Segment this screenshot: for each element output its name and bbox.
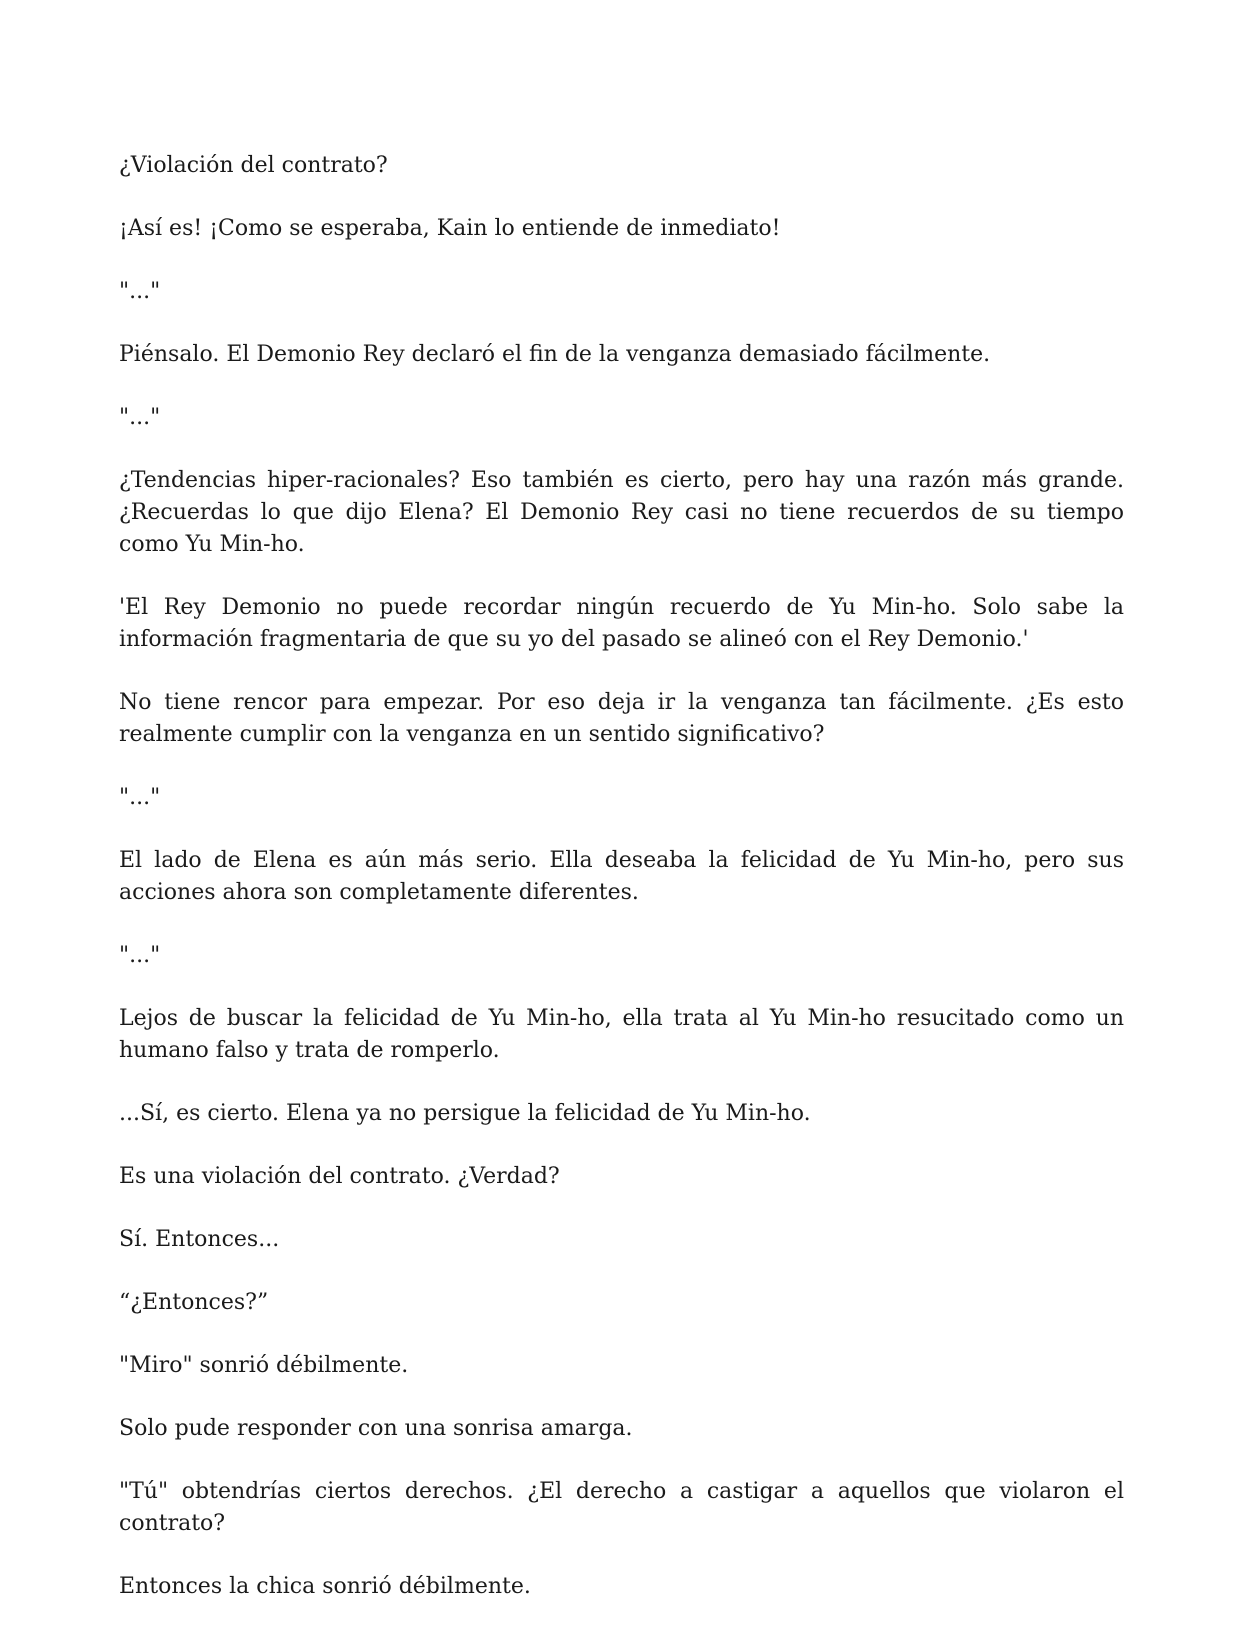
paragraph: ¿Tendencias hiper-racionales? Eso también es cierto, pero hay una razón más grande. ¿Recuerdas lo que dijo Elena? El Demonio Rey casi no tiene recuerdos de su tiempo como Yu Min-ho. bbox=[119, 468, 1124, 557]
paragraph: ...Sí, es cierto. Elena ya no persigue la felicidad de Yu Min-ho. bbox=[119, 1101, 811, 1126]
paragraph: ¡Así es! ¡Como se esperaba, Kain lo entiende de inmediato! bbox=[119, 216, 781, 241]
paragraph: 'El Rey Demonio no puede recordar ningún recuerdo de Yu Min-ho. Solo sabe la información fragmentaria de que su yo del pasado se alineó con el Rey Demonio.' bbox=[119, 595, 1124, 652]
paragraph: Es una violación del contrato. ¿Verdad? bbox=[119, 1164, 560, 1189]
paragraph: Solo pude responder con una sonrisa amarga. bbox=[119, 1416, 633, 1441]
paragraph: Entonces la chica sonrió débilmente. bbox=[119, 1574, 531, 1599]
paragraph: Lejos de buscar la felicidad de Yu Min-ho, ella trata al Yu Min-ho resucitado como un humano falso y trata de romperlo. bbox=[119, 1006, 1124, 1063]
paragraph: Sí. Entonces... bbox=[119, 1227, 280, 1252]
paragraph: ¿Violación del contrato? bbox=[119, 153, 388, 178]
paragraph: "..." bbox=[119, 943, 161, 968]
paragraph: "..." bbox=[119, 785, 161, 810]
body-text bbox=[119, 150, 1124, 1634]
paragraph: "..." bbox=[119, 405, 161, 430]
paragraph: Piénsalo. El Demonio Rey declaró el fin de la venganza demasiado fácilmente. bbox=[119, 342, 991, 367]
paragraph: "Tú" obtendrías ciertos derechos. ¿El derecho a castigar a aquellos que violaron el contrato? bbox=[119, 1479, 1124, 1536]
paragraph: El lado de Elena es aún más serio. Ella deseaba la felicidad de Yu Min-ho, pero sus acciones ahora son completamente diferentes. bbox=[119, 848, 1124, 905]
paragraph: "Miro" sonrió débilmente. bbox=[119, 1353, 409, 1378]
paragraph: “¿Entonces?” bbox=[119, 1290, 269, 1315]
paragraph: "..." bbox=[119, 279, 161, 304]
paragraph: No tiene rencor para empezar. Por eso deja ir la venganza tan fácilmente. ¿Es esto realmente cumplir con la venganza en un sentido significativo? bbox=[119, 690, 1124, 747]
